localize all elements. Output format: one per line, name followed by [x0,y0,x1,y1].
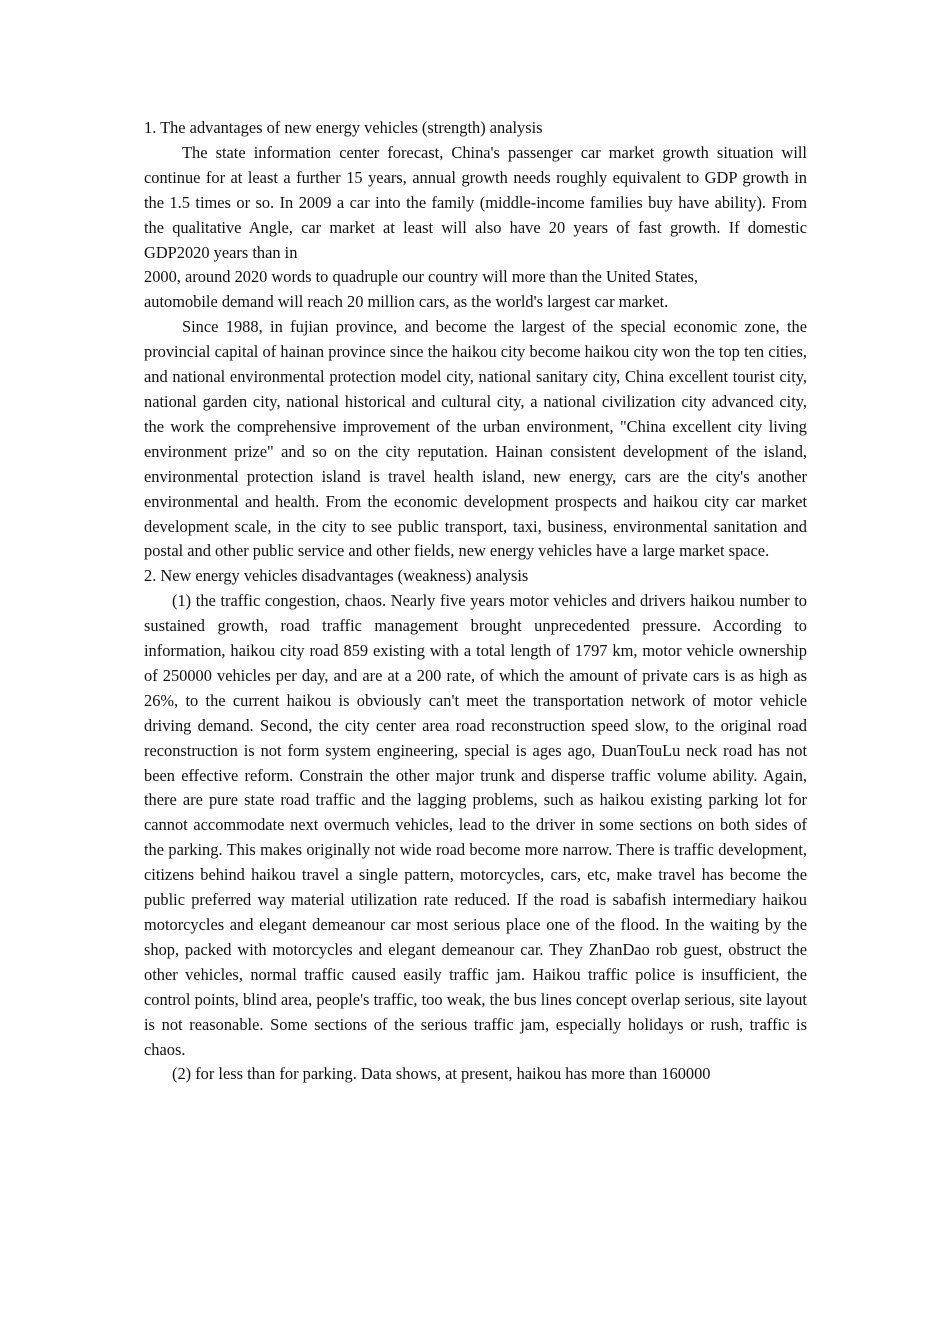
paragraph-haikou-city: Since 1988, in fujian province, and become the largest of the special economic zone, the provincial capital of hainan province since the haikou city become haikou city won the top ten cities, and national environmental protection model city, national sanitary city, China excellent tourist city, national garden city, national historical and cultural city, a national civilization city advanced city, the work the comprehensive improvement of the urban environment, "China excellent city living environment prize" and so on the city reputation. Hainan consistent development of the island, environmental protection island is travel health island, new energy, cars are the city's another environmental and health. From the economic development prospects and haikou city car market development scale, in the city to see public transport, taxi, business, environmental sanitation and postal and other public service and other fields, new energy vehicles have a large market space. [144,317,807,561]
paragraph-market-forecast: The state information center forecast, China's passenger car market growth situation will continue for at least a further 15 years, annual growth needs roughly equivalent to GDP growth in the 1.5 times or so. In 2009 a car into the family (middle-income families buy have ability). From the qualitative Angle, car market at least will also have 20 years of fast growth. If domestic GDP2020 years than in [144,142,807,262]
paragraph-parking: (2) for less than for parking. Data shows, at present, haikou has more than 160000 [172,1064,711,1084]
text-line: 2000, around 2020 words to quadruple our country will more than the United States, [144,267,698,287]
text-line: automobile demand will reach 20 million cars, as the world's largest car market. [144,292,669,312]
paragraph-traffic-congestion: (1) the traffic congestion, chaos. Nearly five years motor vehicles and drivers haikou number to sustained growth, road traffic management brought unprecedented pressure. According to information, haikou city road 859 existing with a total length of 1797 km, motor vehicle ownership of 250000 vehicles per day, and are at a 200 rate, of which the amount of private cars is as high as 26%, to the current haikou is obviously can't meet the transportation network of motor vehicle driving demand. Second, the city center area road reconstruction speed slow, to the original road reconstruction is not form system engineering, special is ages ago, DuanTouLu neck road has not been effective reform. Constrain the other major trunk and disperse traffic volume ability. Again, there are pure state road traffic and the lagging problems, such as haikou existing parking lot for cannot accommodate next overmuch vehicles, lead to the driver in some sections on both sides of the parking. This makes originally not wide road become more narrow. There is traffic development, citizens behind haikou travel a single pattern, motorcycles, cars, etc, make travel has become the public preferred way material utilization rate reduced. If the road is sabafish intermediary haikou motorcycles and elegant demeanour car most serious place one of the flood. In the waiting by the shop, packed with motorcycles and elegant demeanour car. They ZhanDao rob guest, obstruct the other vehicles, normal traffic caused easily traffic jam. Haikou traffic police is insufficient, the control points, blind area, people's traffic, too weak, the bus lines concept overlap serious, site layout is not reasonable. Some sections of the serious traffic jam, especially holidays or rush, traffic is chaos. [144,591,807,1059]
section-heading-strength: 1. The advantages of new energy vehicles (strength) analysis [144,118,543,137]
document-body [144,116,807,1087]
paragraph-market-forecast-continued [144,265,807,315]
section-heading-weakness: 2. New energy vehicles disadvantages (weakness) analysis [144,566,529,586]
